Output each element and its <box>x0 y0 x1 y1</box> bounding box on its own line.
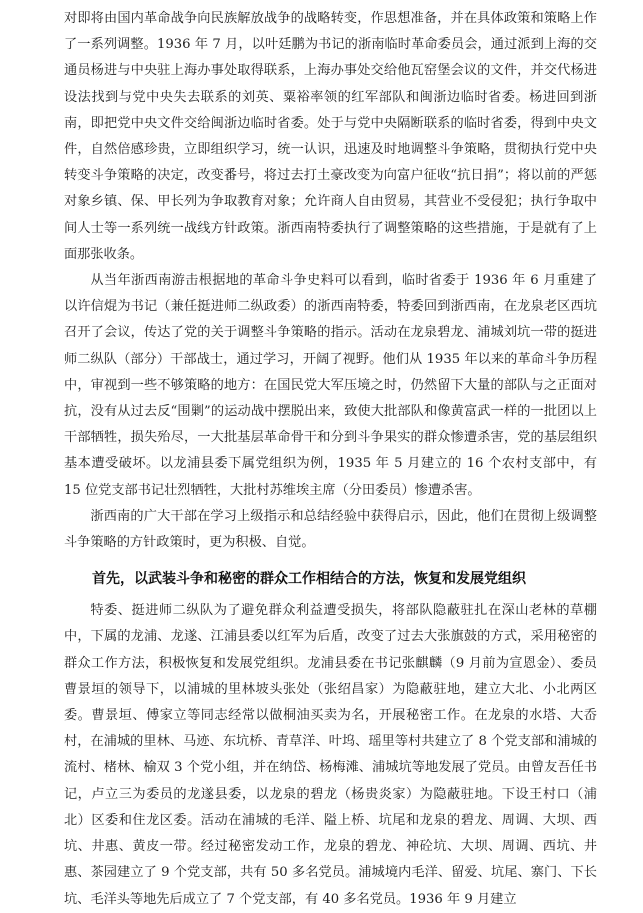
paragraph-3: 浙西南的广大干部在学习上级指示和总结经验中获得启示，因此，他们在贯彻上级调整斗争策略的方针政策时，更为积极、自觉。 <box>64 508 597 551</box>
section-heading: 首先，以武装斗争和秘密的群众工作相结合的方法，恢复和发展党组织 <box>92 571 526 588</box>
paragraph-1: 对即将由国内革命战争向民族解放战争的战略转变，作思想准备，并在具体政策和策略上作了一系列调整。1936 年 7 月，以叶廷鹏为书记的浙南临时革命委员会，通过派到上海的交通员杨进与中央驻上海办事处取得联系，上海办事处交给他瓦窑堡会议的文件，并交代杨进设法找到与党中央失去联系的刘英、粟裕率领的红军部队和闽浙边临时省委。杨进回到浙南，即把党中央文件交给闽浙边临时省委。处于与党中央隔断联系的临时省委，得到中央文件，自然倍感珍贵，立即组织学习，统一认识，迅速及时地调整斗争策略，贯彻执行党中央转变斗争策略的决定，改变番号，将过去打土豪改变为向富户征收“抗日捐”；将以前的严惩对象乡镇、保、甲长列为争取教育对象；允许商人自由贸易，其营业不受侵犯；执行争取中间人士等一系列统一战线方针政策。浙西南特委执行了调整策略的这些措施，于是就有了上面那张收条。 <box>64 11 597 262</box>
paragraph-2: 从当年浙西南游击根据地的革命斗争史料可以看到，临时省委于 1936 年 6 月重建了以许信焜为书记（兼任挺进师二纵政委）的浙西南特委，特委回到浙西南，在龙泉老区西坑召开了会议，传达了党的关于调整斗争策略的指示。活动在龙泉碧龙、浦城刘坑一带的挺进师二纵队（部分）干部战士，通过学习，开阔了视野。他们从 1935 年以来的革命斗争历程中，审视到一些不够策略的地方：在国民党大军压境之时，仍然留下大量的部队与之正面对抗，没有从过去反“围剿”的运动战中摆脱出来，致使大批部队和像黄富武一样的一批团以上干部牺牲，损失殆尽，一大批基层革命骨干和分到斗争果实的群众惨遭杀害，党的基层组织基本遭受破坏。以龙浦县委下属党组织为例，1935 年 5 月建立的 16 个农村支部中，有 15 位党支部书记壮烈牺牲，大批村苏维埃主席（分田委员）惨遭杀害。 <box>64 273 597 498</box>
paragraph-4: 特委、挺进师二纵队为了避免群众利益遭受损失，将部队隐蔽驻扎在深山老林的草棚中，下属的龙浦、龙遂、江浦县委以红军为后盾，改变了过去大张旗鼓的方式，采用秘密的群众工作方法，积极恢复和发展党组织。龙浦县委在书记张麒麟（9 月前为宣恩金）、委员曹景垣的领导下，以浦城的里林坡头张处（张绍昌家）为隐蔽驻地，建立大北、小北两区委。曹景垣、傅家立等同志经常以做桐油买卖为名，开展秘密工作。在龙泉的水塔、大岙村，在浦城的里林、马迹、东坑桥、青草洋、叶坞、瑶里等村共建立了 8 个党支部和浦城的流村、楮林、榆双 3 个党小组，并在纳岱、杨梅滩、浦城坑等地发展了党员。由曾友吾任书记，卢立三为委员的龙遂县委，以龙泉的碧龙（杨贵炎家）为隐蔽驻地。下设王村口（浦北）区委和住龙区委。活动在浦城的毛洋、隘上桥、坑尾和龙泉的碧龙、周调、大坝、西坑、井惠、黄皮一带。经过秘密发动工作，龙泉的碧龙、神砼坑、大坝、周调、西坑、井惠、茶园建立了 9 个党支部，共有 50 多名党员。浦城境内毛洋、留爱、坑尾、寨门、下长坑、毛洋头等地先后成立了 7 个党支部，有 40 多名党员。1936 年 9 月建立 <box>64 603 597 907</box>
